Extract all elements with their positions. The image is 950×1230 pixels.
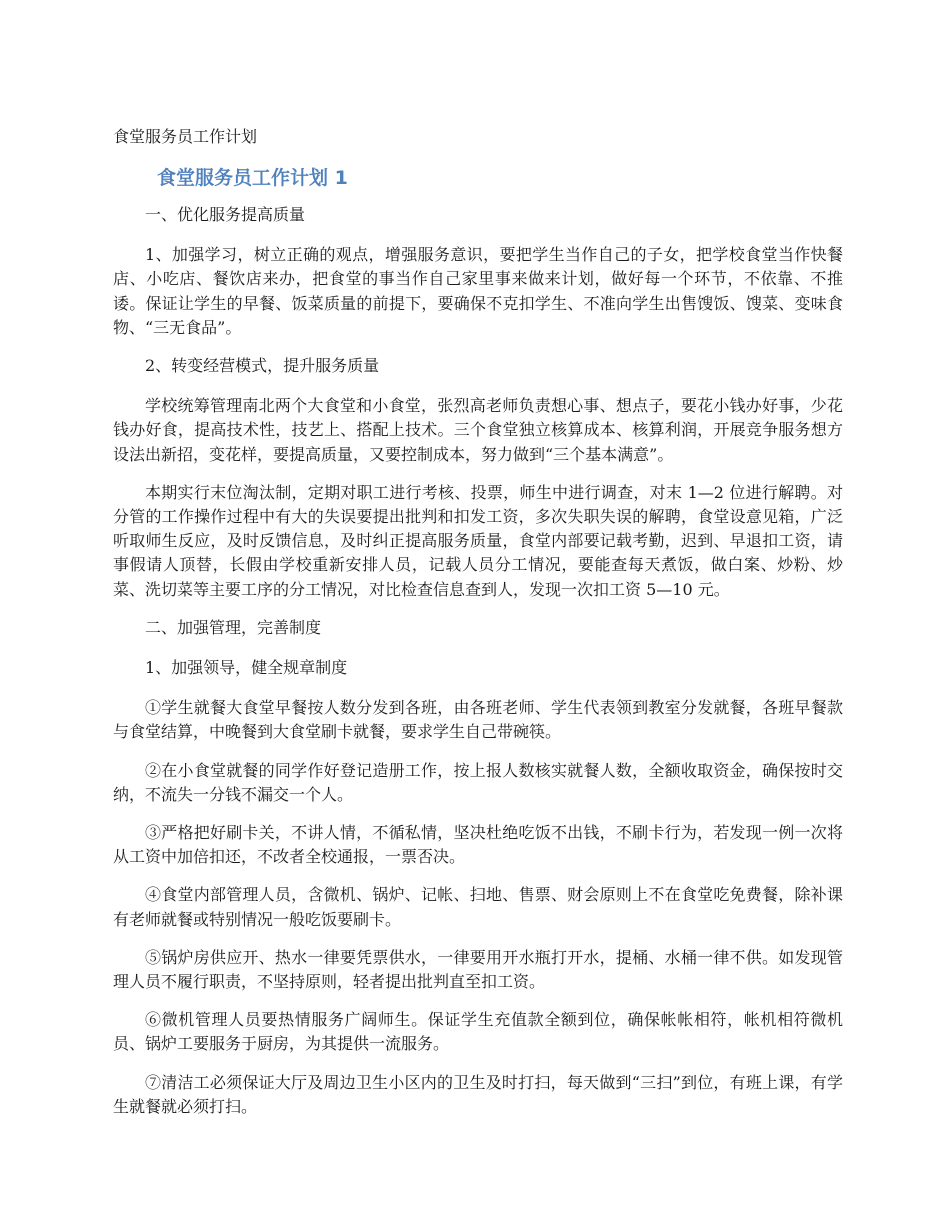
- rule-item: ⑦清洁工必须保证大厅及周边卫生小区内的卫生及时打扫，每天做到“三扫”到位，有班上课，有学生就餐就必须打扫。: [113, 1072, 843, 1116]
- rule-item: ⑤锅炉房供应开、热水一律要凭票供水，一律要用开水瓶打开水，提桶、水桶一律不供。如发现管理人员不履行职责，不坚持原则，轻者提出批判直至扣工资。: [113, 947, 843, 992]
- paragraph: 1、加强学习，树立正确的观点，增强服务意识，要把学生当作自己的子女，把学校食堂当作快餐店、小吃店、餐饮店来办，把食堂的事当作自己家里事来做来计划，做好每一个环节，不依靠、不推诿。保证让学生的早餐、饭菜质量的前提下，要确保不克扣学生、不准向学生出售馊饭、馊菜、变味食物、“三无食品”。: [113, 245, 843, 337]
- section-heading: 食堂服务员工作计划 1: [157, 167, 348, 189]
- paragraph: 本期实行末位淘汰制，定期对职工进行考核、投票，师生中进行调查，对末 1—2 位进行解聘。对分管的工作操作过程中有大的失误要提出批判和扣发工资，多次失职失误的解聘，食堂设意见箱，广泛听取师生反应，及时反馈信息，及时纠正提高服务质量，食堂内部要记载考勤，迟到、早退扣工资，请事假请人顶替，长假由学校重新安排人员，记载人员分工情况，要能查每天煮饭，做白案、炒粉、炒菜、洗切菜等主要工序的分工情况，对比检查信息查到人，发现一次扣工资 5—10 元。: [113, 482, 843, 599]
- document-title: 食堂服务员工作计划: [113, 127, 258, 146]
- rule-item: ④食堂内部管理人员，含微机、锅炉、记帐、扫地、售票、财会原则上不在食堂吃免费餐，除补课有老师就餐或特别情况一般吃饭要刷卡。: [113, 885, 843, 929]
- section-title: 二、加强管理，完善制度: [145, 617, 322, 637]
- section-title: 一、优化服务提高质量: [145, 205, 306, 224]
- subsection-title: 1、加强领导，健全规章制度: [145, 658, 348, 678]
- paragraph: 学校统筹管理南北两个大食堂和小食堂，张烈高老师负责想心事、想点子，要花小钱办好事，少花钱办好食，提高技术性，技艺上、搭配上技术。三个食堂独立核算成本、核算利润，开展竞争服务想方设法出新招，变花样，要提高质量，又要控制成本，努力做到“三个基本满意”。: [113, 396, 843, 464]
- subsection-title: 2、转变经营模式，提升服务质量: [145, 356, 380, 376]
- rule-item: ③严格把好刷卡关，不讲人情，不循私情，坚决杜绝吃饭不出钱，不刷卡行为，若发现一例一次将从工资中加倍扣还，不改者全校通报，一票否决。: [113, 823, 843, 867]
- document-body: [113, 203, 843, 1133]
- rule-item: ⑥微机管理人员要热情服务广阔师生。保证学生充值款全额到位，确保帐帐相符，帐机相符微机员、锅炉工要服务于厨房，为其提供一流服务。: [113, 1010, 843, 1054]
- rule-item: ①学生就餐大食堂早餐按人数分发到各班，由各班老师、学生代表领到教室分发就餐，各班早餐款与食堂结算，中晚餐到大食堂刷卡就餐，要求学生自己带碗筷。: [113, 698, 843, 742]
- rule-item: ②在小食堂就餐的同学作好登记造册工作，按上报人数核实就餐人数，全额收取资金，确保按时交纳，不流失一分钱不漏交一个人。: [113, 760, 843, 804]
